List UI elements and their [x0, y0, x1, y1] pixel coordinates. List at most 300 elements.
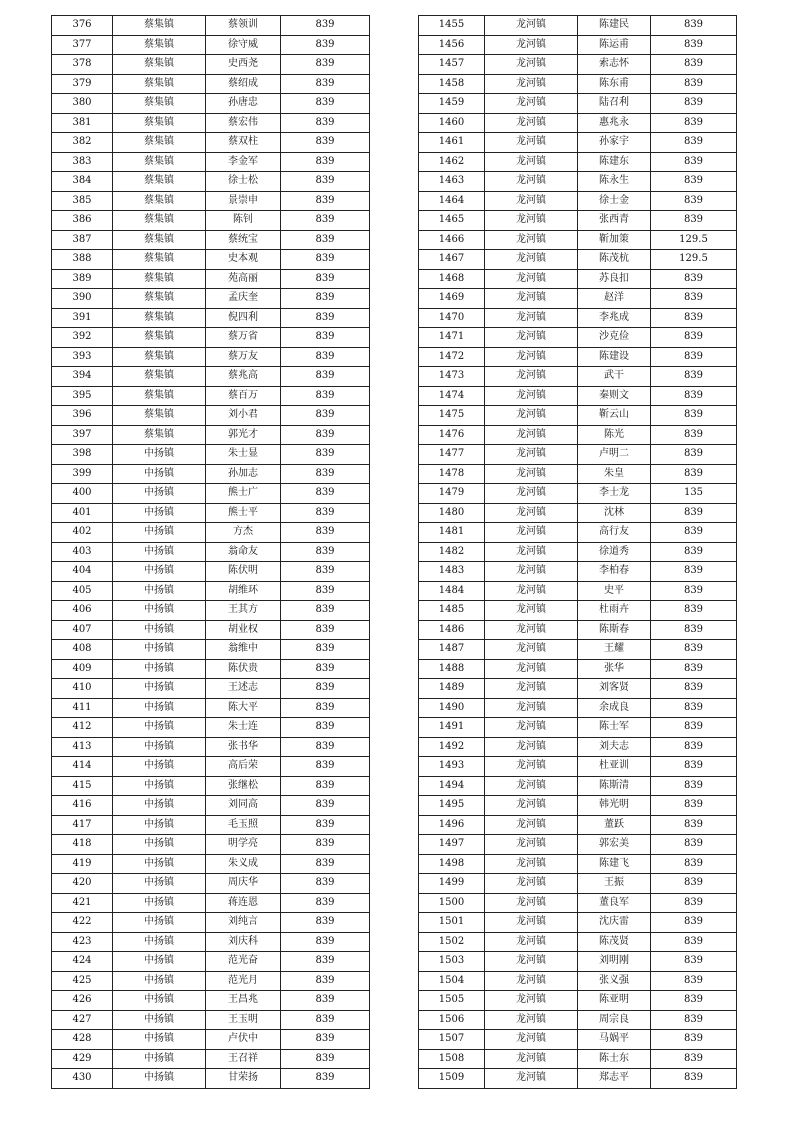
- amount-cell: 839: [281, 55, 370, 75]
- amount-cell: 839: [281, 796, 370, 816]
- amount-cell: 839: [651, 874, 737, 894]
- row-number-cell: 1491: [419, 718, 485, 738]
- town-cell: 蔡集镇: [113, 425, 206, 445]
- name-cell: 沈林: [578, 503, 651, 523]
- row-number-cell: 408: [52, 640, 113, 660]
- row-number-cell: 1503: [419, 952, 485, 972]
- table-row: [52, 55, 370, 75]
- amount-cell: 839: [651, 620, 737, 640]
- table-row: [419, 16, 737, 36]
- amount-cell: 839: [281, 952, 370, 972]
- table-row: [52, 1049, 370, 1069]
- town-cell: 龙河镇: [485, 835, 578, 855]
- row-number-cell: 1507: [419, 1030, 485, 1050]
- name-cell: 王振: [578, 874, 651, 894]
- table-row: [419, 601, 737, 621]
- name-cell: 蒋连恩: [206, 893, 281, 913]
- town-cell: 中扬镇: [113, 952, 206, 972]
- row-number-cell: 378: [52, 55, 113, 75]
- row-number-cell: 422: [52, 913, 113, 933]
- amount-cell: 129.5: [651, 250, 737, 270]
- name-cell: 明学亮: [206, 835, 281, 855]
- town-cell: 中扬镇: [113, 640, 206, 660]
- table-row: [419, 893, 737, 913]
- row-number-cell: 1486: [419, 620, 485, 640]
- row-number-cell: 1505: [419, 991, 485, 1011]
- row-number-cell: 1483: [419, 562, 485, 582]
- row-number-cell: 389: [52, 269, 113, 289]
- amount-cell: 839: [281, 659, 370, 679]
- table-row: [52, 269, 370, 289]
- amount-cell: 839: [281, 523, 370, 543]
- name-cell: 胡业权: [206, 620, 281, 640]
- amount-cell: 839: [651, 757, 737, 777]
- town-cell: 龙河镇: [485, 230, 578, 250]
- amount-cell: 839: [651, 1069, 737, 1089]
- table-row: [52, 757, 370, 777]
- row-number-cell: 416: [52, 796, 113, 816]
- amount-cell: 839: [651, 94, 737, 114]
- name-cell: 沙克俭: [578, 328, 651, 348]
- table-row: [52, 874, 370, 894]
- amount-cell: 839: [651, 152, 737, 172]
- amount-cell: 839: [281, 913, 370, 933]
- amount-cell: 839: [651, 211, 737, 231]
- town-cell: 龙河镇: [485, 757, 578, 777]
- table-row: [419, 308, 737, 328]
- name-cell: 刘同高: [206, 796, 281, 816]
- town-cell: 龙河镇: [485, 718, 578, 738]
- town-cell: 龙河镇: [485, 347, 578, 367]
- name-cell: 陈士军: [578, 718, 651, 738]
- table-row: [52, 776, 370, 796]
- amount-cell: 839: [281, 347, 370, 367]
- amount-cell: 839: [281, 289, 370, 309]
- town-cell: 蔡集镇: [113, 211, 206, 231]
- table-row: [52, 328, 370, 348]
- amount-cell: 839: [651, 679, 737, 699]
- town-cell: 蔡集镇: [113, 289, 206, 309]
- amount-cell: 839: [651, 191, 737, 211]
- row-number-cell: 1498: [419, 854, 485, 874]
- town-cell: 龙河镇: [485, 1049, 578, 1069]
- name-cell: 杜亚训: [578, 757, 651, 777]
- row-number-cell: 1466: [419, 230, 485, 250]
- amount-cell: 839: [651, 737, 737, 757]
- name-cell: 卢明二: [578, 445, 651, 465]
- town-cell: 龙河镇: [485, 581, 578, 601]
- amount-cell: 839: [281, 35, 370, 55]
- town-cell: 龙河镇: [485, 35, 578, 55]
- amount-cell: 839: [651, 581, 737, 601]
- row-number-cell: 385: [52, 191, 113, 211]
- name-cell: 郭光才: [206, 425, 281, 445]
- row-number-cell: 1470: [419, 308, 485, 328]
- table-row: [52, 289, 370, 309]
- name-cell: 陈斯春: [578, 620, 651, 640]
- row-number-cell: 1497: [419, 835, 485, 855]
- amount-cell: 839: [651, 1030, 737, 1050]
- row-number-cell: 1482: [419, 542, 485, 562]
- name-cell: 董跃: [578, 815, 651, 835]
- row-number-cell: 386: [52, 211, 113, 231]
- table-row: [419, 640, 737, 660]
- amount-cell: 839: [651, 347, 737, 367]
- town-cell: 龙河镇: [485, 698, 578, 718]
- town-cell: 蔡集镇: [113, 230, 206, 250]
- name-cell: 陈建飞: [578, 854, 651, 874]
- town-cell: 中扬镇: [113, 854, 206, 874]
- row-number-cell: 1480: [419, 503, 485, 523]
- row-number-cell: 1474: [419, 386, 485, 406]
- town-cell: 中扬镇: [113, 679, 206, 699]
- name-cell: 翁命友: [206, 542, 281, 562]
- town-cell: 龙河镇: [485, 289, 578, 309]
- table-row: [52, 74, 370, 94]
- row-number-cell: 384: [52, 172, 113, 192]
- row-number-cell: 419: [52, 854, 113, 874]
- table-row: [52, 562, 370, 582]
- town-cell: 龙河镇: [485, 854, 578, 874]
- name-cell: 陈茂杭: [578, 250, 651, 270]
- amount-cell: 839: [651, 659, 737, 679]
- table-row: [419, 425, 737, 445]
- row-number-cell: 1494: [419, 776, 485, 796]
- town-cell: 蔡集镇: [113, 35, 206, 55]
- amount-cell: 839: [651, 835, 737, 855]
- table-row: [419, 289, 737, 309]
- row-number-cell: 1469: [419, 289, 485, 309]
- table-row: [52, 445, 370, 465]
- row-number-cell: 418: [52, 835, 113, 855]
- table-row: [52, 932, 370, 952]
- town-cell: 中扬镇: [113, 523, 206, 543]
- town-cell: 龙河镇: [485, 152, 578, 172]
- town-cell: 蔡集镇: [113, 94, 206, 114]
- table-row: [52, 952, 370, 972]
- row-number-cell: 404: [52, 562, 113, 582]
- row-number-cell: 415: [52, 776, 113, 796]
- name-cell: 李柏春: [578, 562, 651, 582]
- amount-cell: 839: [651, 640, 737, 660]
- town-cell: 中扬镇: [113, 932, 206, 952]
- name-cell: 刘庆科: [206, 932, 281, 952]
- table-row: [52, 542, 370, 562]
- name-cell: 陈斯清: [578, 776, 651, 796]
- amount-cell: 839: [281, 815, 370, 835]
- amount-cell: 839: [281, 971, 370, 991]
- town-cell: 中扬镇: [113, 562, 206, 582]
- town-cell: 龙河镇: [485, 113, 578, 133]
- amount-cell: 839: [281, 698, 370, 718]
- amount-cell: 839: [281, 269, 370, 289]
- name-cell: 王述志: [206, 679, 281, 699]
- town-cell: 龙河镇: [485, 250, 578, 270]
- row-number-cell: 1501: [419, 913, 485, 933]
- town-cell: 龙河镇: [485, 269, 578, 289]
- amount-cell: 839: [651, 113, 737, 133]
- amount-cell: 839: [651, 425, 737, 445]
- name-cell: 陈光: [578, 425, 651, 445]
- town-cell: 蔡集镇: [113, 133, 206, 153]
- table-row: [52, 815, 370, 835]
- name-cell: 张继松: [206, 776, 281, 796]
- row-number-cell: 1487: [419, 640, 485, 660]
- town-cell: 蔡集镇: [113, 406, 206, 426]
- name-cell: 王玉明: [206, 1010, 281, 1030]
- amount-cell: 839: [651, 74, 737, 94]
- amount-cell: 839: [651, 172, 737, 192]
- amount-cell: 839: [281, 211, 370, 231]
- amount-cell: 839: [281, 425, 370, 445]
- name-cell: 沈庆雷: [578, 913, 651, 933]
- town-cell: 龙河镇: [485, 815, 578, 835]
- amount-cell: 839: [651, 464, 737, 484]
- name-cell: 徐士松: [206, 172, 281, 192]
- amount-cell: 839: [281, 406, 370, 426]
- name-cell: 徐道秀: [578, 542, 651, 562]
- amount-cell: 839: [281, 191, 370, 211]
- row-number-cell: 1490: [419, 698, 485, 718]
- town-cell: 龙河镇: [485, 1030, 578, 1050]
- row-number-cell: 394: [52, 367, 113, 387]
- table-row: [52, 659, 370, 679]
- town-cell: 中扬镇: [113, 796, 206, 816]
- town-cell: 龙河镇: [485, 1069, 578, 1089]
- name-cell: 王召祥: [206, 1049, 281, 1069]
- amount-cell: 839: [651, 542, 737, 562]
- amount-cell: 839: [281, 932, 370, 952]
- town-cell: 中扬镇: [113, 1069, 206, 1089]
- town-cell: 龙河镇: [485, 211, 578, 231]
- table-row: [419, 347, 737, 367]
- name-cell: 郑志平: [578, 1069, 651, 1089]
- table-row: [419, 191, 737, 211]
- amount-cell: 839: [281, 230, 370, 250]
- name-cell: 蔡兆高: [206, 367, 281, 387]
- amount-cell: 839: [281, 835, 370, 855]
- name-cell: 孟庆奎: [206, 289, 281, 309]
- town-cell: 蔡集镇: [113, 172, 206, 192]
- name-cell: 张义强: [578, 971, 651, 991]
- table-row: [52, 1069, 370, 1089]
- name-cell: 苑高丽: [206, 269, 281, 289]
- town-cell: 中扬镇: [113, 913, 206, 933]
- town-cell: 龙河镇: [485, 893, 578, 913]
- amount-cell: 839: [281, 679, 370, 699]
- table-row: [52, 893, 370, 913]
- table-row: [52, 308, 370, 328]
- name-cell: 李士龙: [578, 484, 651, 504]
- row-number-cell: 1477: [419, 445, 485, 465]
- town-cell: 蔡集镇: [113, 16, 206, 36]
- row-number-cell: 399: [52, 464, 113, 484]
- row-number-cell: 410: [52, 679, 113, 699]
- row-number-cell: 1509: [419, 1069, 485, 1089]
- row-number-cell: 392: [52, 328, 113, 348]
- row-number-cell: 1478: [419, 464, 485, 484]
- name-cell: 靳云山: [578, 406, 651, 426]
- table-row: [52, 991, 370, 1011]
- row-number-cell: 387: [52, 230, 113, 250]
- row-number-cell: 391: [52, 308, 113, 328]
- table-row: [419, 503, 737, 523]
- row-number-cell: 425: [52, 971, 113, 991]
- town-cell: 龙河镇: [485, 367, 578, 387]
- name-cell: 陈士东: [578, 1049, 651, 1069]
- table-row: [52, 796, 370, 816]
- amount-cell: 839: [281, 1030, 370, 1050]
- town-cell: 龙河镇: [485, 464, 578, 484]
- row-number-cell: 1467: [419, 250, 485, 270]
- town-cell: 龙河镇: [485, 737, 578, 757]
- amount-cell: 839: [651, 503, 737, 523]
- name-cell: 陈永生: [578, 172, 651, 192]
- table-row: [52, 94, 370, 114]
- row-number-cell: 1493: [419, 757, 485, 777]
- name-cell: 朱士连: [206, 718, 281, 738]
- row-number-cell: 424: [52, 952, 113, 972]
- town-cell: 龙河镇: [485, 952, 578, 972]
- name-cell: 蔡万省: [206, 328, 281, 348]
- amount-cell: 839: [281, 581, 370, 601]
- right-table-body: [419, 16, 737, 1089]
- table-row: [419, 113, 737, 133]
- name-cell: 孙加志: [206, 464, 281, 484]
- row-number-cell: 1457: [419, 55, 485, 75]
- table-row: [419, 386, 737, 406]
- name-cell: 史本观: [206, 250, 281, 270]
- amount-cell: 839: [651, 893, 737, 913]
- table-row: [52, 367, 370, 387]
- town-cell: 龙河镇: [485, 191, 578, 211]
- name-cell: 余成良: [578, 698, 651, 718]
- amount-cell: 839: [281, 152, 370, 172]
- row-number-cell: 1485: [419, 601, 485, 621]
- row-number-cell: 382: [52, 133, 113, 153]
- amount-cell: 839: [281, 74, 370, 94]
- amount-cell: 839: [281, 562, 370, 582]
- town-cell: 龙河镇: [485, 308, 578, 328]
- amount-cell: 839: [651, 1010, 737, 1030]
- amount-cell: 839: [281, 620, 370, 640]
- name-cell: 高行友: [578, 523, 651, 543]
- town-cell: 龙河镇: [485, 601, 578, 621]
- table-row: [52, 1030, 370, 1050]
- town-cell: 龙河镇: [485, 971, 578, 991]
- amount-cell: 839: [281, 503, 370, 523]
- amount-cell: 839: [651, 328, 737, 348]
- town-cell: 龙河镇: [485, 542, 578, 562]
- name-cell: 蔡百万: [206, 386, 281, 406]
- table-row: [419, 133, 737, 153]
- town-cell: 龙河镇: [485, 406, 578, 426]
- name-cell: 张书华: [206, 737, 281, 757]
- name-cell: 靳加策: [578, 230, 651, 250]
- amount-cell: 839: [651, 523, 737, 543]
- table-row: [52, 113, 370, 133]
- table-row: [419, 464, 737, 484]
- name-cell: 孙唐忠: [206, 94, 281, 114]
- name-cell: 周宗良: [578, 1010, 651, 1030]
- amount-cell: 839: [281, 893, 370, 913]
- table-row: [52, 172, 370, 192]
- row-number-cell: 1495: [419, 796, 485, 816]
- table-row: [419, 1049, 737, 1069]
- table-row: [52, 523, 370, 543]
- town-cell: 蔡集镇: [113, 152, 206, 172]
- table-row: [419, 718, 737, 738]
- name-cell: 刘夫志: [578, 737, 651, 757]
- table-row: [419, 562, 737, 582]
- town-cell: 龙河镇: [485, 874, 578, 894]
- town-cell: 中扬镇: [113, 1049, 206, 1069]
- town-cell: 中扬镇: [113, 893, 206, 913]
- table-row: [419, 172, 737, 192]
- town-cell: 龙河镇: [485, 1010, 578, 1030]
- table-row: [52, 835, 370, 855]
- row-number-cell: 412: [52, 718, 113, 738]
- table-row: [52, 913, 370, 933]
- name-cell: 陈建东: [578, 152, 651, 172]
- table-row: [52, 406, 370, 426]
- amount-cell: 839: [281, 757, 370, 777]
- amount-cell: 839: [651, 406, 737, 426]
- name-cell: 陈茂贤: [578, 932, 651, 952]
- table-row: [419, 679, 737, 699]
- amount-cell: 839: [651, 815, 737, 835]
- town-cell: 龙河镇: [485, 484, 578, 504]
- row-number-cell: 401: [52, 503, 113, 523]
- name-cell: 张西青: [578, 211, 651, 231]
- town-cell: 龙河镇: [485, 133, 578, 153]
- row-number-cell: 390: [52, 289, 113, 309]
- row-number-cell: 420: [52, 874, 113, 894]
- amount-cell: 839: [651, 308, 737, 328]
- name-cell: 惠兆永: [578, 113, 651, 133]
- row-number-cell: 428: [52, 1030, 113, 1050]
- name-cell: 陈大平: [206, 698, 281, 718]
- amount-cell: 839: [651, 133, 737, 153]
- amount-cell: 129.5: [651, 230, 737, 250]
- town-cell: 龙河镇: [485, 679, 578, 699]
- amount-cell: 839: [651, 796, 737, 816]
- row-number-cell: 1508: [419, 1049, 485, 1069]
- town-cell: 中扬镇: [113, 464, 206, 484]
- name-cell: 李金军: [206, 152, 281, 172]
- table-row: [419, 835, 737, 855]
- table-row: [419, 152, 737, 172]
- town-cell: 龙河镇: [485, 913, 578, 933]
- row-number-cell: 398: [52, 445, 113, 465]
- name-cell: 刘纯言: [206, 913, 281, 933]
- name-cell: 范光奋: [206, 952, 281, 972]
- name-cell: 蔡绍成: [206, 74, 281, 94]
- row-number-cell: 406: [52, 601, 113, 621]
- name-cell: 朱义成: [206, 854, 281, 874]
- row-number-cell: 1460: [419, 113, 485, 133]
- row-number-cell: 1456: [419, 35, 485, 55]
- town-cell: 龙河镇: [485, 94, 578, 114]
- name-cell: 杜雨卉: [578, 601, 651, 621]
- table-row: [419, 94, 737, 114]
- name-cell: 张华: [578, 659, 651, 679]
- town-cell: 中扬镇: [113, 581, 206, 601]
- row-number-cell: 413: [52, 737, 113, 757]
- name-cell: 熊士广: [206, 484, 281, 504]
- table-row: [419, 737, 737, 757]
- amount-cell: 839: [651, 718, 737, 738]
